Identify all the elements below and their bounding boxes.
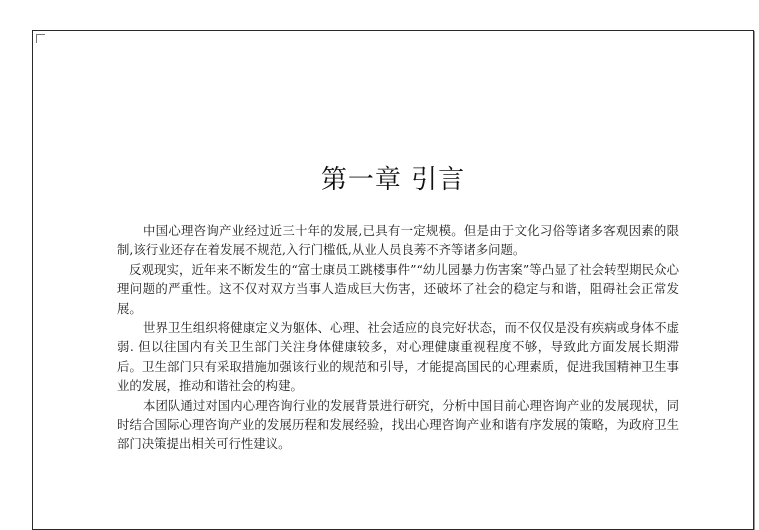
document-page (32, 30, 754, 530)
page-corner-mark (36, 34, 45, 43)
chapter-title: 第一章 引言 (320, 165, 466, 195)
paragraph-3: 世界卫生组织将健康定义为躯体、心理、社会适应的良完好状态，而不仅仅是没有疾病或身体不虚弱. 但以往国内有关卫生部门关注身体健康较多，对心理健康重视程度不够，导致此方面发展长期滞后。卫生部门只有采取措施加强该行业的规范和引导，才能提高国民的心理素质，促进我国精神卫生事业的发展，推动和谐社会的构建。 (117, 320, 679, 394)
paragraph-1: 中国心理咨询产业经过近三十年的发展,已具有一定规模。但是由于文化习俗等诸多客观因素的限制,该行业还存在着发展不规范,入行门槛低,从业人员良莠不齐等诸多问题。 (117, 223, 679, 258)
paragraph-4: 本团队通过对国内心理咨询行业的发展背景进行研究，分析中国目前心理咨询产业的发展现状，同时结合国际心理咨询产业的发展历程和发展经验，找出心理咨询产业和谐有序发展的策略，为政府卫生部门决策提出相关可行性建议。 (117, 397, 679, 452)
body-text (117, 221, 679, 454)
paragraph-2: 反观现实，近年来不断发生的“富士康员工跳楼事件”“幼儿园暴力伤害案”等凸显了社会转型期民众心理问题的严重性。这不仅对双方当事人造成巨大伤害，还破坏了社会的稳定与和谐，阻碍社会正常发展。 (117, 261, 679, 316)
